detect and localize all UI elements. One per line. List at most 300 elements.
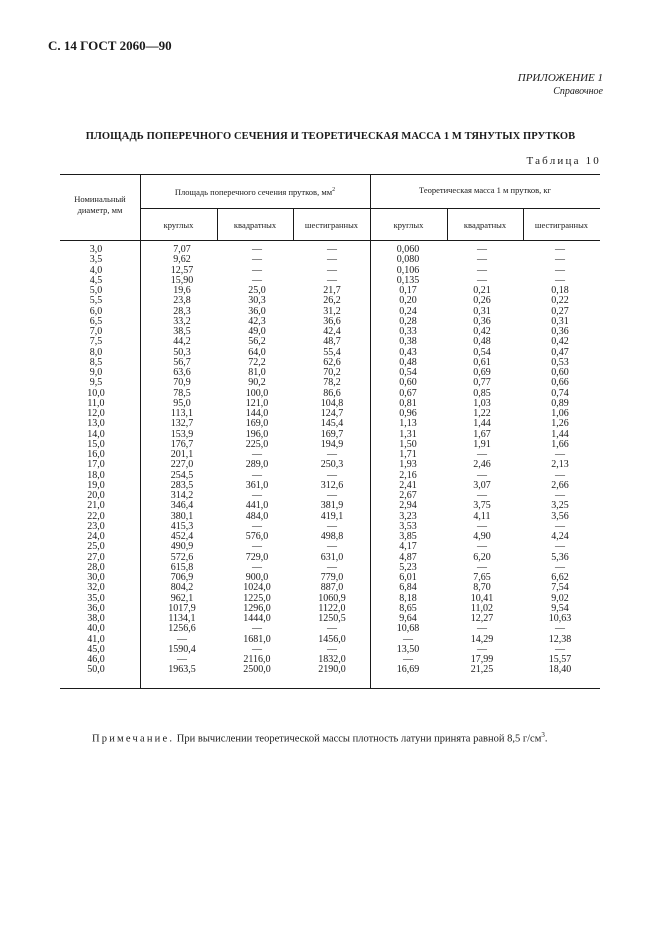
table-cell: 55,4 <box>323 346 341 358</box>
table-cell: 0,89 <box>551 397 569 409</box>
table-cell: 3,56 <box>551 510 569 522</box>
table-cell: 38,5 <box>173 326 191 337</box>
table-row <box>60 542 600 552</box>
table-cell: 40,0 <box>87 623 105 635</box>
footnote-label: Примечание. <box>92 733 175 745</box>
table-cell: — <box>477 623 487 635</box>
table-cell: 1590,4 <box>168 643 196 655</box>
table-cell: 132,7 <box>170 418 194 430</box>
table-cell: 14,0 <box>87 428 105 440</box>
table-cell: 2116,0 <box>243 654 271 665</box>
table-cell: 631,0 <box>320 551 344 563</box>
table-cell: 9,62 <box>173 254 191 266</box>
table-cell: — <box>477 643 487 655</box>
table-cell: 0,36 <box>551 326 569 337</box>
table-cell: 63,6 <box>173 367 191 378</box>
table-cell: 4,24 <box>551 531 569 542</box>
table-cell: 0,21 <box>473 285 491 296</box>
table-cell: 9,54 <box>551 602 569 614</box>
appendix-subtitle: Справочное <box>553 86 603 97</box>
table-cell: 18,40 <box>548 664 572 676</box>
area-group-header <box>140 185 370 198</box>
table-cell: 1,66 <box>551 438 569 450</box>
table-cell: 1,67 <box>473 428 491 440</box>
table-cell: 1,22 <box>473 408 491 419</box>
table-cell: 20,0 <box>87 490 105 501</box>
table-cell: — <box>477 254 487 266</box>
table-cell: 10,0 <box>87 387 105 399</box>
table-cell: 1,44 <box>473 418 491 430</box>
table-cell: 14,29 <box>470 633 494 645</box>
table-cell: 0,28 <box>399 315 417 327</box>
table-cell: 25,0 <box>248 285 266 296</box>
table-cell: 0,17 <box>399 285 417 296</box>
table-cell: — <box>477 561 487 573</box>
table-cell: 10,63 <box>548 613 572 624</box>
table-cell: 44,2 <box>173 336 191 348</box>
table-cell: 46,0 <box>87 654 105 665</box>
table-cell: 1134,1 <box>168 613 196 624</box>
table-cell: — <box>403 654 413 665</box>
table-cell: 16,69 <box>396 664 420 676</box>
table-cell: — <box>555 244 565 255</box>
table-cell: — <box>252 490 262 501</box>
table-cell: 615,8 <box>170 561 194 573</box>
table-cell: 7,0 <box>89 326 103 337</box>
table-cell: 78,2 <box>323 377 341 389</box>
table-cell: 50,0 <box>87 664 105 676</box>
table-cell: 0,22 <box>551 295 569 307</box>
table-cell: — <box>177 654 187 665</box>
table-cell: 41,0 <box>87 633 105 645</box>
document-title: ПЛОЩАДЬ ПОПЕРЕЧНОГО СЕЧЕНИЯ И ТЕОРЕТИЧЕСКАЯ МАССА 1 М ТЯНУТЫХ ПРУТКОВ <box>85 131 576 142</box>
header-bottom-border <box>60 240 600 241</box>
table-cell: 250,3 <box>320 459 344 471</box>
table-cell: 2,41 <box>399 479 417 491</box>
table-cell: 361,0 <box>245 479 269 491</box>
table-cell: — <box>252 469 262 481</box>
table-cell: 0,135 <box>396 274 420 286</box>
table-cell: 1832,0 <box>318 654 346 665</box>
table-cell: — <box>477 469 487 481</box>
table-cell: — <box>327 469 337 481</box>
table-cell: — <box>555 490 565 501</box>
table-cell: 31,2 <box>323 305 341 317</box>
table-row <box>60 255 600 265</box>
table-cell: — <box>327 541 337 553</box>
table-cell: 0,43 <box>399 346 417 358</box>
table-cell: 81,0 <box>248 367 266 378</box>
table-cell: 28,0 <box>87 561 105 573</box>
table-cell: — <box>327 623 337 635</box>
table-cell: 10,41 <box>470 592 494 604</box>
table-cell: 4,0 <box>89 264 103 276</box>
table-cell: 36,0 <box>248 305 266 317</box>
table-cell: 18,0 <box>87 469 105 481</box>
table-cell: — <box>327 490 337 501</box>
table-cell: 23,8 <box>173 295 191 307</box>
table-cell: 72,2 <box>248 356 266 368</box>
table-cell: 0,48 <box>473 336 491 348</box>
table-cell: 12,38 <box>548 633 572 645</box>
table-cell: 0,60 <box>551 367 569 378</box>
table-cell: 498,8 <box>320 531 344 542</box>
table-cell: — <box>477 541 487 553</box>
table-cell: — <box>555 254 565 266</box>
table-cell: 13,50 <box>396 643 420 655</box>
table-cell: 4,5 <box>89 274 103 286</box>
table-cell: 6,84 <box>399 582 417 594</box>
table-cell: 1444,0 <box>243 613 271 624</box>
table-cell: 1963,5 <box>168 664 196 676</box>
table-cell: 0,106 <box>396 264 420 276</box>
table-cell: 6,01 <box>399 572 417 583</box>
table-cell: 24,0 <box>87 531 105 542</box>
table-cell: 15,0 <box>87 438 105 450</box>
data-table <box>60 174 600 689</box>
table-cell: 30,3 <box>248 295 266 307</box>
table-cell: — <box>252 264 262 276</box>
table-cell: 9,0 <box>89 367 103 378</box>
table-cell: 4,11 <box>473 510 491 522</box>
table-cell: — <box>555 449 565 460</box>
page-reference: С. 14 ГОСТ 2060—90 <box>48 38 172 53</box>
table-cell: 7,07 <box>173 244 191 255</box>
table-cell: 225,0 <box>245 438 269 450</box>
table-cell: 0,74 <box>551 387 569 399</box>
table-cell: 194,9 <box>320 438 344 450</box>
appendix-label <box>518 72 603 98</box>
table-cell: — <box>477 520 487 532</box>
table-cell: 28,3 <box>173 305 191 317</box>
table-cell: 1024,0 <box>243 582 271 594</box>
table-cell: 6,5 <box>89 315 103 327</box>
table-cell: 30,0 <box>87 572 105 583</box>
table-cell: 21,7 <box>323 285 341 296</box>
table-cell: — <box>252 254 262 266</box>
table-cell: 0,42 <box>473 326 491 337</box>
table-cell: 15,90 <box>170 274 194 286</box>
table-cell: 8,70 <box>473 582 491 594</box>
mass-group-header: Теоретическая масса 1 м прутков, кг <box>418 185 551 195</box>
table-cell: — <box>252 643 262 655</box>
table-cell: 25,0 <box>87 541 105 553</box>
table-cell: 5,23 <box>399 561 417 573</box>
table-cell: 23,0 <box>87 520 105 532</box>
table-cell: 729,0 <box>245 551 269 563</box>
subheader-area-hexagonal: шестигранных <box>304 220 359 230</box>
table-cell: 169,7 <box>320 428 344 440</box>
table-cell: 1,44 <box>551 428 569 440</box>
table-cell: — <box>327 274 337 286</box>
table-cell: 9,02 <box>551 592 569 604</box>
table-cell: 0,81 <box>399 397 417 409</box>
table-cell: 17,0 <box>87 459 105 471</box>
table-cell: 381,9 <box>320 500 344 512</box>
table-cell: 1,06 <box>551 408 569 419</box>
table-cell: 1060,9 <box>318 592 346 604</box>
table-cell: 5,5 <box>89 295 103 307</box>
table-cell: 32,0 <box>87 582 105 594</box>
area-group-text: Площадь поперечного сечения прутков, мм <box>174 186 333 197</box>
table-cell: 7,5 <box>89 336 103 348</box>
table-cell: 0,38 <box>399 336 417 348</box>
table-cell: — <box>477 490 487 501</box>
subheader-mass-round: круглых <box>393 220 424 230</box>
table-cell: — <box>555 541 565 553</box>
table-cell: 490,9 <box>170 541 194 553</box>
table-cell: 1,50 <box>399 438 417 450</box>
subheader-area-round: круглых <box>163 220 194 230</box>
table-cell: 2,46 <box>473 459 491 471</box>
table-cell: 2,13 <box>551 459 569 471</box>
table-cell: 962,1 <box>170 592 194 604</box>
table-cell: 706,9 <box>170 572 194 583</box>
table-cell: 3,23 <box>399 510 417 522</box>
table-cell: 0,060 <box>396 244 420 255</box>
table-cell: 1,03 <box>473 397 491 409</box>
table-cell: 1,91 <box>473 438 491 450</box>
table-cell: — <box>327 449 337 460</box>
table-cell: 3,5 <box>89 254 103 266</box>
table-cell: 380,1 <box>170 510 194 522</box>
table-cell: 145,4 <box>320 418 344 430</box>
table-cell: 0,31 <box>551 315 569 327</box>
table-cell: 779,0 <box>320 572 344 583</box>
table-top-border <box>60 174 600 175</box>
table-cell: 11,02 <box>470 602 494 614</box>
table-cell: 169,0 <box>245 418 269 430</box>
table-cell: 15,57 <box>548 654 572 665</box>
table-cell: 11,0 <box>87 397 105 409</box>
table-cell: 36,0 <box>87 602 105 614</box>
table-row <box>60 419 600 429</box>
table-cell: 0,080 <box>396 254 420 266</box>
table-cell: 21,25 <box>470 664 494 676</box>
table-cell: 484,0 <box>245 510 269 522</box>
table-cell: 90,2 <box>248 377 266 389</box>
table-cell: 86,6 <box>323 387 341 399</box>
table-cell: 48,7 <box>323 336 341 348</box>
table-cell: — <box>555 520 565 532</box>
footnote-end: . <box>544 733 548 745</box>
table-cell: 16,0 <box>87 449 105 460</box>
table-cell: 8,65 <box>399 602 417 614</box>
table-cell: — <box>252 244 262 255</box>
table-cell: 0,67 <box>399 387 417 399</box>
table-cell: 38,0 <box>87 613 105 624</box>
table-cell: 1256,6 <box>168 623 196 635</box>
table-cell: 9,5 <box>89 377 103 389</box>
table-cell: 1250,5 <box>318 613 346 624</box>
table-cell: 95,0 <box>173 397 191 409</box>
table-row <box>60 665 600 675</box>
footnote <box>92 731 547 745</box>
table-cell: 0,60 <box>399 377 417 389</box>
table-cell: — <box>327 643 337 655</box>
table-cell: 8,0 <box>89 346 103 358</box>
table-cell: 62,6 <box>323 356 341 368</box>
table-cell: 6,62 <box>551 572 569 583</box>
table-cell: 887,0 <box>320 582 344 594</box>
table-cell: 70,2 <box>323 367 341 378</box>
table-row <box>60 583 600 593</box>
table-cell: — <box>555 623 565 635</box>
table-cell: 6,0 <box>89 305 103 317</box>
table-cell: 3,0 <box>89 244 103 255</box>
table-cell: 113,1 <box>170 408 194 419</box>
table-cell: 12,0 <box>87 408 105 419</box>
table-cell: — <box>477 264 487 276</box>
table-cell: 452,4 <box>170 531 194 542</box>
table-cell: — <box>403 633 413 645</box>
footnote-text: При вычислении теоретической массы плотность латуни принята равной 8,5 г/см <box>176 733 542 745</box>
table-cell: 0,96 <box>399 408 417 419</box>
table-cell: — <box>252 449 262 460</box>
table-cell: 49,0 <box>248 326 266 337</box>
table-cell: 22,0 <box>87 510 105 522</box>
table-cell: 0,77 <box>473 377 491 389</box>
table-cell: 1017,9 <box>168 602 196 614</box>
table-cell: 9,64 <box>399 613 417 624</box>
table-cell: — <box>477 274 487 286</box>
table-cell: 12,57 <box>170 264 194 276</box>
table-cell: — <box>327 520 337 532</box>
table-cell: — <box>177 633 187 645</box>
table-cell: 2,16 <box>399 469 417 481</box>
table-cell: 576,0 <box>245 531 269 542</box>
table-cell: 0,18 <box>551 285 569 296</box>
table-cell: 104,8 <box>320 397 344 409</box>
table-cell: 4,17 <box>399 541 417 553</box>
table-cell: 0,48 <box>399 356 417 368</box>
table-cell: 121,0 <box>245 397 269 409</box>
table-cell: 2190,0 <box>318 664 346 676</box>
table-cell: 176,7 <box>170 438 194 450</box>
table-cell: 314,2 <box>170 490 194 501</box>
table-row <box>60 501 600 511</box>
table-cell: 7,65 <box>473 572 491 583</box>
table-cell: — <box>555 561 565 573</box>
table-cell: 78,5 <box>173 387 191 399</box>
table-cell: 0,53 <box>551 356 569 368</box>
table-cell: 900,0 <box>245 572 269 583</box>
table-cell: 19,0 <box>87 479 105 491</box>
table-cell: — <box>252 520 262 532</box>
table-cell: 0,42 <box>551 336 569 348</box>
table-cell: — <box>252 541 262 553</box>
table-row <box>60 337 600 347</box>
table-cell: 0,54 <box>473 346 491 358</box>
table-cell: 3,25 <box>551 500 569 512</box>
table-cell: 3,85 <box>399 531 417 542</box>
table-cell: 12,27 <box>470 613 494 624</box>
subheader-mass-hexagonal: шестигранных <box>534 220 589 230</box>
table-cell: — <box>327 254 337 266</box>
table-cell: — <box>555 264 565 276</box>
table-cell: 35,0 <box>87 592 105 604</box>
diameter-header: Номинальный диаметр, мм <box>74 194 126 215</box>
table-cell: 42,3 <box>248 315 266 327</box>
table-cell: 0,27 <box>551 305 569 317</box>
table-cell: — <box>555 469 565 481</box>
table-cell: 4,87 <box>399 551 417 563</box>
table-row <box>60 460 600 470</box>
table-cell: 5,36 <box>551 551 569 563</box>
table-cell: 144,0 <box>245 408 269 419</box>
table-cell: 26,2 <box>323 295 341 307</box>
table-cell: 0,24 <box>399 305 417 317</box>
table-cell: 56,2 <box>248 336 266 348</box>
table-cell: — <box>477 244 487 255</box>
table-cell: — <box>252 274 262 286</box>
subheader-mass-square: квадратных <box>463 220 507 230</box>
table-cell: 1,71 <box>399 449 417 460</box>
table-cell: — <box>555 274 565 286</box>
table-cell: 5,0 <box>89 285 103 296</box>
table-cell: 13,0 <box>87 418 105 430</box>
table-cell: 572,6 <box>170 551 194 563</box>
table-row <box>60 378 600 388</box>
table-cell: 419,1 <box>320 510 344 522</box>
table-cell: — <box>327 244 337 255</box>
table-cell: 1225,0 <box>243 592 271 604</box>
table-cell: 7,54 <box>551 582 569 594</box>
table-cell: 124,7 <box>320 408 344 419</box>
table-cell: 42,4 <box>323 326 341 337</box>
table-cell: 0,26 <box>473 295 491 307</box>
table-cell: 1,13 <box>399 418 417 430</box>
table-cell: 3,53 <box>399 520 417 532</box>
table-cell: 804,2 <box>170 582 194 594</box>
table-cell: 441,0 <box>245 500 269 512</box>
table-cell: 1,26 <box>551 418 569 430</box>
table-cell: 100,0 <box>245 387 269 399</box>
table-cell: 64,0 <box>248 346 266 358</box>
table-cell: 254,5 <box>170 469 194 481</box>
footnote-superscript: 3 <box>541 731 545 739</box>
table-number: Таблица 10 <box>526 155 601 167</box>
table-cell: 8,18 <box>399 592 417 604</box>
table-cell: 1122,0 <box>318 602 346 614</box>
table-cell: — <box>327 561 337 573</box>
table-cell: 0,85 <box>473 387 491 399</box>
table-cell: 312,6 <box>320 479 344 491</box>
table-cell: 50,3 <box>173 346 191 358</box>
table-cell: 1296,0 <box>243 602 271 614</box>
table-cell: 415,3 <box>170 520 194 532</box>
table-cell: — <box>555 643 565 655</box>
table-cell: 201,1 <box>170 449 194 460</box>
table-cell: 3,75 <box>473 500 491 512</box>
table-cell: 196,0 <box>245 428 269 440</box>
table-cell: — <box>252 623 262 635</box>
table-cell: 6,20 <box>473 551 491 563</box>
table-cell: 0,47 <box>551 346 569 358</box>
area-unit-superscript: 2 <box>332 187 336 193</box>
table-cell: 1456,0 <box>318 633 346 645</box>
table-cell: 1,93 <box>399 459 417 471</box>
table-cell: 227,0 <box>170 459 194 471</box>
table-cell: 2500,0 <box>243 664 271 676</box>
subheader-area-square: квадратных <box>233 220 277 230</box>
table-cell: 0,31 <box>473 305 491 317</box>
table-cell: 346,4 <box>170 500 194 512</box>
table-row <box>60 296 600 306</box>
table-cell: 0,54 <box>399 367 417 378</box>
table-cell: 0,61 <box>473 356 491 368</box>
table-cell: 10,68 <box>396 623 420 635</box>
